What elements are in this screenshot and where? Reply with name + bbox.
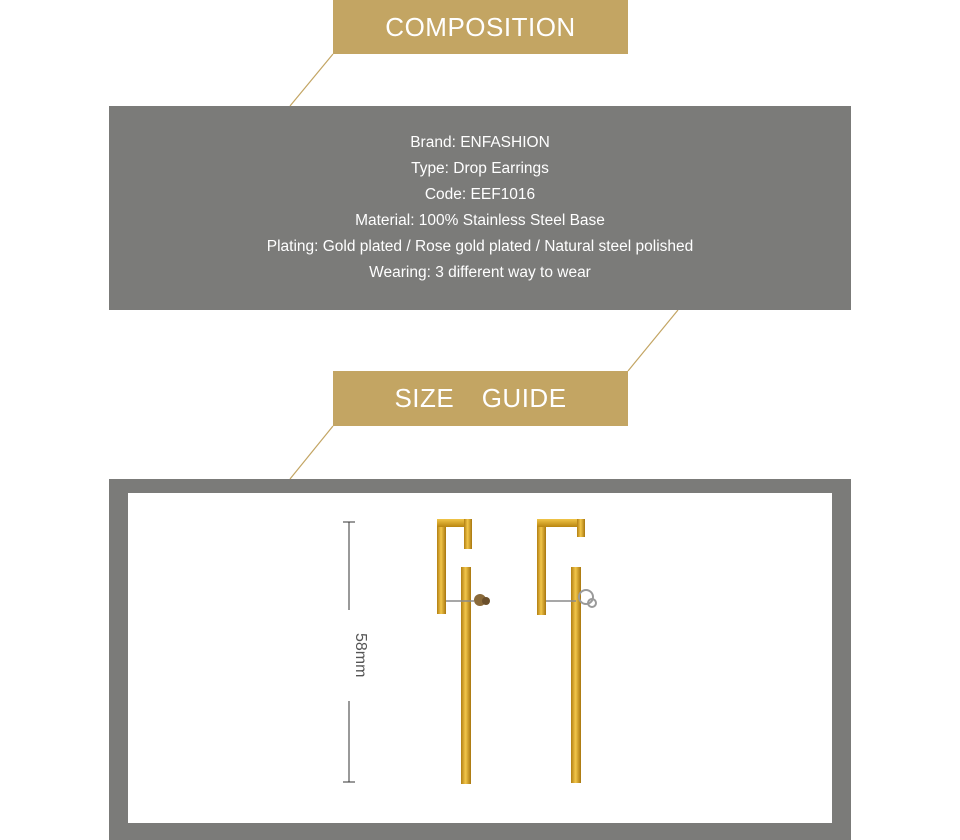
spec-plating: Plating: Gold plated / Rose gold plated / Natural steel polished bbox=[266, 238, 694, 255]
composition-heading bbox=[333, 0, 628, 54]
size-guide-heading bbox=[333, 371, 628, 426]
measurement-label: 58mm bbox=[352, 633, 369, 678]
spec-code: Code: EEF1016 bbox=[424, 186, 536, 203]
size-guide-panel bbox=[109, 479, 851, 840]
product-image bbox=[128, 493, 832, 823]
spec-brand: Brand: ENFASHION bbox=[410, 134, 550, 151]
spec-wearing: Wearing: 3 different way to wear bbox=[369, 264, 591, 281]
size-guide-image-area bbox=[128, 493, 832, 823]
size-guide-title: SIZE GUIDE bbox=[394, 383, 567, 413]
right-earring bbox=[537, 519, 596, 783]
composition-title: COMPOSITION bbox=[385, 11, 576, 42]
spec-type: Type: Drop Earrings bbox=[411, 160, 549, 177]
left-earring bbox=[437, 519, 490, 784]
composition-panel bbox=[109, 106, 851, 310]
spec-material: Material: 100% Stainless Steel Base bbox=[355, 212, 605, 229]
